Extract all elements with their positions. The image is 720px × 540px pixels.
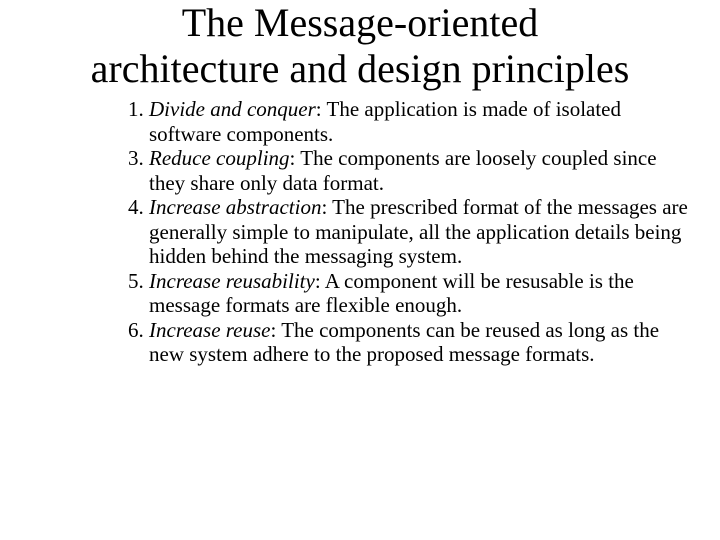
item-number: 4. xyxy=(128,195,144,219)
list-item: 6. Increase reuse: The components can be reused as long as the new system adhere to the proposed message formats. xyxy=(128,317,660,366)
principles-list xyxy=(128,97,688,367)
item-text: The components can be reused as long as the new system adhere to the proposed message formats. xyxy=(149,317,660,366)
title-line-1: The Message-oriented xyxy=(181,0,539,45)
list-item: 4. Increase abstraction: The prescribed format of the messages are generally simple to manipulate, all the application details being hidden behind the messaging system. xyxy=(128,195,688,268)
item-text: A component will be resusable is the message formats are flexible enough. xyxy=(149,268,634,317)
list-item: 1. Divide and conquer: The application is made of isolated software components. xyxy=(128,97,622,146)
slide-title xyxy=(0,0,720,92)
item-number: 6. xyxy=(128,317,144,342)
item-number: 1. xyxy=(128,97,144,121)
list-item: 5. Increase reusability: A component will be resusable is the message formats are flexible enough. xyxy=(128,268,634,317)
item-text: The components are loosely coupled since they share only data format. xyxy=(149,146,657,195)
item-term: Increase abstraction xyxy=(149,195,322,219)
item-number: 3. xyxy=(128,146,144,170)
item-term: Divide and conquer xyxy=(149,97,316,121)
item-term: Increase reuse xyxy=(149,317,271,342)
item-number: 5. xyxy=(128,268,144,293)
item-text: The prescribed format of the messages are generally simple to manipulate, all the application details being hidden behind the messaging system. xyxy=(149,195,688,268)
item-term: Increase reusability xyxy=(149,268,315,293)
item-text: The application is made of isolated software components. xyxy=(149,97,622,146)
item-term: Reduce coupling xyxy=(149,146,290,170)
title-line-2: architecture and design principles xyxy=(90,46,630,91)
list-item: 3. Reduce coupling: The components are loosely coupled since they share only data format. xyxy=(128,146,657,195)
